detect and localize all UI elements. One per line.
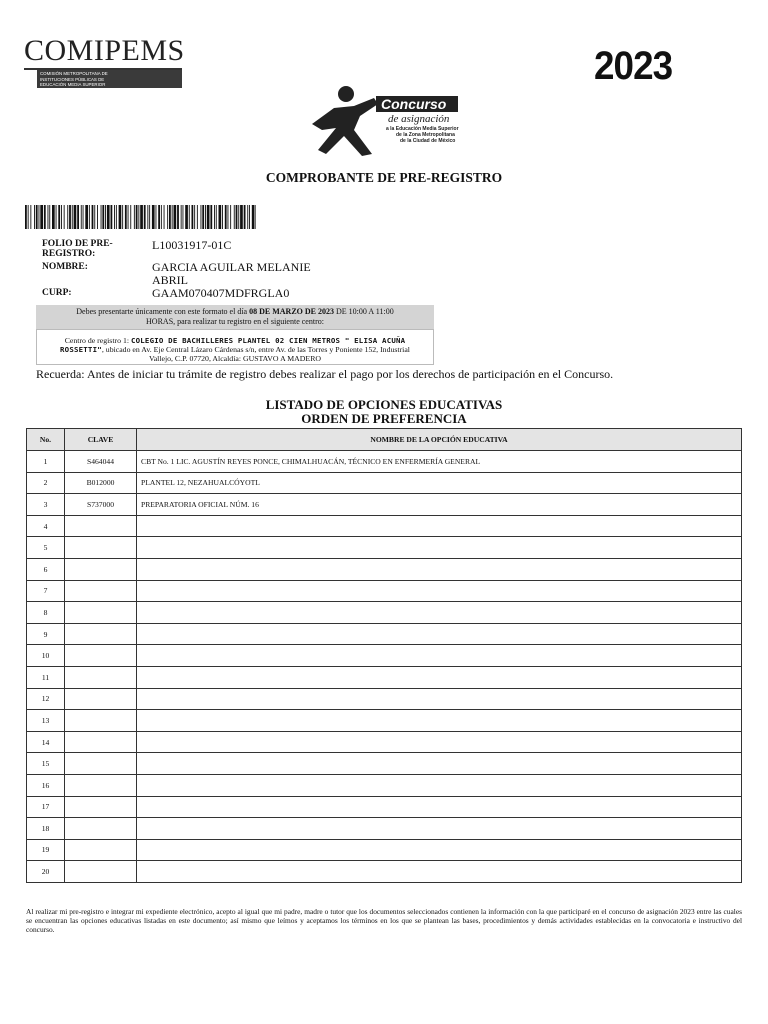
barcode-bar bbox=[69, 205, 71, 229]
logo-text-concurso: Concurso bbox=[381, 96, 447, 112]
barcode-bar bbox=[228, 205, 229, 229]
barcode-bar bbox=[185, 205, 188, 229]
barcode-bar bbox=[128, 205, 129, 229]
table-row bbox=[27, 796, 742, 818]
option-number: 4 bbox=[27, 515, 65, 537]
barcode-bar bbox=[101, 205, 102, 229]
center-prefix: Centro de registro 1: bbox=[64, 336, 131, 345]
table-header-row bbox=[27, 429, 742, 451]
table-row bbox=[27, 451, 742, 473]
barcode-bar bbox=[183, 205, 184, 229]
option-nombre bbox=[137, 688, 742, 710]
barcode-bar bbox=[255, 205, 256, 229]
col-header-nombre: NOMBRE DE LA OPCIÓN EDUCATIVA bbox=[137, 429, 742, 451]
barcode-bar bbox=[130, 205, 131, 229]
barcode-bar bbox=[81, 205, 82, 229]
barcode-bar bbox=[107, 205, 110, 229]
option-clave bbox=[65, 602, 137, 624]
barcode-bar bbox=[167, 205, 168, 229]
option-clave: B012000 bbox=[65, 472, 137, 494]
barcode-bar bbox=[252, 205, 255, 229]
barcode-bar bbox=[122, 205, 123, 229]
table-row bbox=[27, 645, 742, 667]
barcode-bar bbox=[116, 205, 117, 229]
option-clave bbox=[65, 731, 137, 753]
barcode-bar bbox=[67, 205, 68, 229]
options-list-title bbox=[0, 398, 768, 426]
table-row bbox=[27, 537, 742, 559]
nombre-label: NOMBRE: bbox=[42, 262, 88, 272]
barcode-bar bbox=[119, 205, 122, 229]
barcode-bar bbox=[140, 205, 143, 229]
barcode-bar bbox=[214, 205, 215, 229]
option-clave bbox=[65, 515, 137, 537]
barcode-bar bbox=[194, 205, 195, 229]
option-clave bbox=[65, 537, 137, 559]
curp-value: GAAM070407MDFRGLA0 bbox=[152, 286, 290, 300]
option-clave bbox=[65, 774, 137, 796]
barcode-bar bbox=[201, 205, 202, 229]
option-number: 5 bbox=[27, 537, 65, 559]
option-nombre bbox=[137, 537, 742, 559]
option-nombre: CBT No. 1 LIC. AGUSTÍN REYES PONCE, CHIMALHUACÁN, TÉCNICO EN ENFERMERÍA GENERAL bbox=[137, 451, 742, 473]
option-number: 13 bbox=[27, 710, 65, 732]
table-row bbox=[27, 623, 742, 645]
logo-figure-head bbox=[338, 86, 354, 102]
table-row bbox=[27, 494, 742, 516]
option-nombre bbox=[137, 731, 742, 753]
notice-date: 08 DE MARZO DE 2023 bbox=[249, 307, 334, 316]
barcode-bar bbox=[174, 205, 177, 229]
option-nombre bbox=[137, 666, 742, 688]
barcode-bar bbox=[244, 205, 246, 229]
table-row bbox=[27, 558, 742, 580]
barcode-bar bbox=[89, 205, 90, 229]
barcode-bar bbox=[36, 205, 38, 229]
option-nombre bbox=[137, 645, 742, 667]
table-row bbox=[27, 602, 742, 624]
barcode-bar bbox=[177, 205, 179, 229]
option-number: 10 bbox=[27, 645, 65, 667]
barcode-bar bbox=[85, 205, 88, 229]
barcode-bar bbox=[58, 205, 60, 229]
options-table bbox=[26, 428, 742, 883]
barcode-bar bbox=[202, 205, 204, 229]
option-number: 15 bbox=[27, 753, 65, 775]
barcode-bar bbox=[94, 205, 95, 229]
option-clave bbox=[65, 861, 137, 883]
barcode-bar bbox=[61, 205, 62, 229]
table-row bbox=[27, 774, 742, 796]
barcode-bar bbox=[216, 205, 217, 229]
barcode-bar bbox=[49, 205, 50, 229]
barcode-bar bbox=[125, 205, 127, 229]
option-number: 20 bbox=[27, 861, 65, 883]
table-row bbox=[27, 753, 742, 775]
barcode-bar bbox=[44, 205, 46, 229]
option-number: 1 bbox=[27, 451, 65, 473]
barcode-bar bbox=[105, 205, 106, 229]
col-header-no: No. bbox=[27, 429, 65, 451]
option-nombre bbox=[137, 602, 742, 624]
nombre-value-line2: ABRIL bbox=[152, 273, 188, 287]
barcode-bar bbox=[152, 205, 155, 229]
option-number: 17 bbox=[27, 796, 65, 818]
table-row bbox=[27, 666, 742, 688]
barcode-bar bbox=[40, 205, 43, 229]
option-nombre bbox=[137, 623, 742, 645]
option-number: 7 bbox=[27, 580, 65, 602]
option-nombre bbox=[137, 710, 742, 732]
option-number: 16 bbox=[27, 774, 65, 796]
barcode-bar bbox=[92, 205, 94, 229]
option-nombre bbox=[137, 774, 742, 796]
option-clave bbox=[65, 753, 137, 775]
barcode-bar bbox=[230, 205, 231, 229]
barcode-bar bbox=[102, 205, 104, 229]
barcode-bar bbox=[247, 205, 248, 229]
option-clave bbox=[65, 623, 137, 645]
barcode-bar bbox=[238, 205, 239, 229]
option-clave: S464044 bbox=[65, 451, 137, 473]
barcode-bar bbox=[222, 205, 223, 229]
option-clave bbox=[65, 818, 137, 840]
barcode-bar bbox=[97, 205, 98, 229]
notice-text: Debes presentarte únicamente con este formato el día bbox=[76, 307, 250, 316]
barcode-bar bbox=[34, 205, 35, 229]
option-clave bbox=[65, 580, 137, 602]
barcode-bar bbox=[136, 205, 138, 229]
barcode-bar bbox=[144, 205, 146, 229]
barcode-bar bbox=[48, 205, 49, 229]
option-number: 18 bbox=[27, 818, 65, 840]
folio-label: FOLIO DE PRE-REGISTRO: bbox=[42, 239, 113, 259]
barcode-bar bbox=[158, 205, 160, 229]
option-clave bbox=[65, 645, 137, 667]
barcode-bar bbox=[249, 205, 250, 229]
table-row bbox=[27, 472, 742, 494]
org-sub-line: EDUCACIÓN MEDIA SUPERIOR bbox=[40, 82, 106, 87]
option-number: 14 bbox=[27, 731, 65, 753]
barcode-bar bbox=[64, 205, 65, 229]
barcode-bar bbox=[205, 205, 206, 229]
barcode-bar bbox=[240, 205, 243, 229]
barcode-bar bbox=[169, 205, 171, 229]
logo-text-line: de la Ciudad de México bbox=[400, 138, 456, 144]
barcode-bar bbox=[30, 205, 31, 229]
option-clave bbox=[65, 710, 137, 732]
table-row bbox=[27, 580, 742, 602]
barcode-bar bbox=[234, 205, 235, 229]
list-subtitle: ORDEN DE PREFERENCIA bbox=[301, 411, 467, 426]
option-number: 19 bbox=[27, 839, 65, 861]
option-number: 11 bbox=[27, 666, 65, 688]
nombre-value-line1: GARCIA AGUILAR MELANIE bbox=[152, 260, 311, 274]
barcode-bar bbox=[189, 205, 190, 229]
col-header-clave: CLAVE bbox=[65, 429, 137, 451]
page-title: COMPROBANTE DE PRE-REGISTRO bbox=[265, 170, 503, 185]
option-number: 6 bbox=[27, 558, 65, 580]
table-row bbox=[27, 710, 742, 732]
option-number: 9 bbox=[27, 623, 65, 645]
option-number: 3 bbox=[27, 494, 65, 516]
option-nombre bbox=[137, 796, 742, 818]
table-row bbox=[27, 731, 742, 753]
curp-label: CURP: bbox=[42, 288, 72, 298]
appointment-notice bbox=[36, 305, 434, 329]
notice-text-line2: HORAS, para realizar tu registro en el siguiente centro: bbox=[146, 317, 324, 326]
option-clave bbox=[65, 796, 137, 818]
concurso-logo bbox=[304, 84, 474, 160]
logo-text-line: a la Educación Media Superior bbox=[386, 126, 459, 132]
table-row bbox=[27, 515, 742, 537]
org-sub-line: INSTITUCIONES PÚBLICAS DE bbox=[40, 76, 105, 82]
option-nombre: PLANTEL 12, NEZAHUALCÓYOTL bbox=[137, 472, 742, 494]
folio-value: L10031917-01C bbox=[152, 238, 232, 252]
table-row bbox=[27, 688, 742, 710]
table-row bbox=[27, 861, 742, 883]
center-address: , ubicado en Av. Eje Central Lázaro Cárdenas s/n, entre Av. de las Torres y Poniente 152, Industrial bbox=[101, 345, 410, 354]
option-clave bbox=[65, 558, 137, 580]
barcode-bar bbox=[72, 205, 73, 229]
option-nombre bbox=[137, 839, 742, 861]
org-sub-line: COMISIÓN METROPOLITANA DE bbox=[40, 71, 108, 76]
barcode-bar bbox=[172, 205, 173, 229]
option-nombre bbox=[137, 580, 742, 602]
barcode-bar bbox=[181, 205, 182, 229]
barcode-bar bbox=[192, 205, 194, 229]
barcode-bar bbox=[25, 205, 27, 229]
center-name: COLEGIO DE BACHILLERES PLANTEL 02 CIEN METROS " ELISA ACUÑA bbox=[130, 336, 406, 345]
center-name-cont: ROSSETTI" bbox=[60, 345, 102, 354]
barcode bbox=[25, 205, 256, 229]
logo-text-asignacion: de asignación bbox=[388, 113, 450, 125]
barcode-bar bbox=[39, 205, 40, 229]
consent-footer: Al realizar mi pre-registro e integrar mi expediente electrónico, acepto al igual que mi padre, madre o tutor que los documentos seleccionados contienen la información con la que participaré en el concurso de asignación 2023 entre las cuales se encuentran las opciones educativas listadas en este documento; así mismo que leímos y aceptamos los términos en los que se plantean las bases, procedimientos y demás actividades establecidas en la convocatoria e instructivo del concurso. bbox=[26, 907, 742, 934]
barcode-bar bbox=[210, 205, 212, 229]
barcode-bar bbox=[149, 205, 150, 229]
logo-figure-body bbox=[312, 98, 378, 156]
barcode-bar bbox=[161, 205, 162, 229]
year-label: 2023 bbox=[594, 44, 673, 88]
registration-center bbox=[36, 329, 434, 365]
option-nombre bbox=[137, 861, 742, 883]
comipems-subtitle-block bbox=[37, 70, 182, 88]
barcode-bar bbox=[225, 205, 227, 229]
barcode-bar bbox=[74, 205, 77, 229]
barcode-bar bbox=[134, 205, 135, 229]
barcode-bar bbox=[28, 205, 29, 229]
table-row bbox=[27, 818, 742, 840]
barcode-bar bbox=[138, 205, 139, 229]
option-number: 12 bbox=[27, 688, 65, 710]
option-clave bbox=[65, 688, 137, 710]
barcode-bar bbox=[147, 205, 148, 229]
logo-text-line: de la Zona Metropolitana bbox=[396, 132, 455, 138]
barcode-bar bbox=[83, 205, 84, 229]
option-clave bbox=[65, 839, 137, 861]
barcode-bar bbox=[197, 205, 198, 229]
table-row bbox=[27, 839, 742, 861]
option-clave: S737000 bbox=[65, 494, 137, 516]
barcode-bar bbox=[111, 205, 113, 229]
notice-time: DE 10:00 A 11:00 bbox=[333, 307, 394, 316]
barcode-bar bbox=[156, 205, 157, 229]
barcode-bar bbox=[219, 205, 222, 229]
center-address-line2: Vallejo, C.P. 07720, Alcaldía: GUSTAVO A MADERO bbox=[148, 354, 322, 363]
option-nombre bbox=[137, 558, 742, 580]
payment-reminder: Recuerda: Antes de iniciar tu trámite de registro debes realizar el pago por los derechos de participación en el Concurso. bbox=[36, 367, 614, 381]
option-number: 8 bbox=[27, 602, 65, 624]
option-nombre bbox=[137, 753, 742, 775]
comipems-logo-text: COMIPEMS bbox=[24, 34, 185, 67]
barcode-bar bbox=[114, 205, 115, 229]
barcode-bar bbox=[77, 205, 79, 229]
option-number: 2 bbox=[27, 472, 65, 494]
option-clave bbox=[65, 666, 137, 688]
barcode-bar bbox=[236, 205, 238, 229]
option-nombre: PREPARATORIA OFICIAL NÚM. 16 bbox=[137, 494, 742, 516]
barcode-bar bbox=[56, 205, 57, 229]
list-title: LISTADO DE OPCIONES EDUCATIVAS bbox=[265, 397, 503, 412]
option-nombre bbox=[137, 515, 742, 537]
barcode-bar bbox=[52, 205, 55, 229]
barcode-bar bbox=[164, 205, 165, 229]
barcode-bar bbox=[207, 205, 210, 229]
option-nombre bbox=[137, 818, 742, 840]
